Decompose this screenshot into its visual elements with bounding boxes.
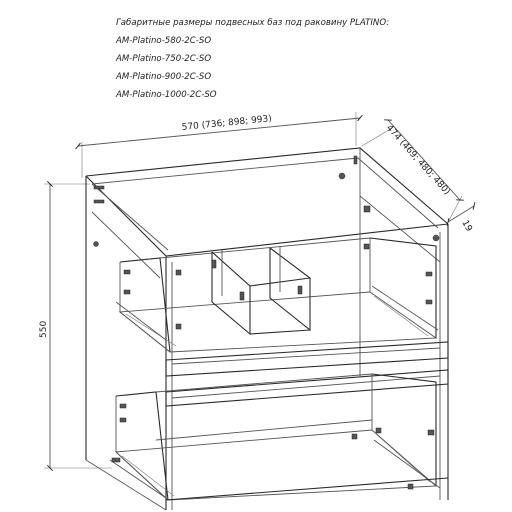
runner-clip-icon xyxy=(112,458,120,462)
spec-title: Габаритные размеры подвесных баз под раковину PLATINO: xyxy=(116,18,390,28)
runner-clip-icon xyxy=(426,300,432,304)
mount-hole-icon xyxy=(94,242,99,247)
runner-clip-icon xyxy=(120,418,126,422)
width-dimension xyxy=(78,112,360,178)
runner-clip-icon xyxy=(124,290,130,294)
hinge-icon xyxy=(364,206,370,212)
height-dimension xyxy=(39,184,112,468)
dowel-icon xyxy=(94,186,104,189)
mount-hole-icon xyxy=(433,235,439,241)
runner-clip-icon xyxy=(428,430,434,435)
height-label: 550 xyxy=(39,320,49,338)
depth-label: 474 (469; 480; 480) xyxy=(383,123,452,198)
runner-clip-icon xyxy=(212,260,216,268)
runner-clip-icon xyxy=(298,286,302,294)
cabinet-body xyxy=(86,148,448,510)
runner-clip-icon xyxy=(120,404,126,408)
runner-clip-icon xyxy=(408,484,413,489)
runner-clip-icon xyxy=(176,324,181,329)
thickness-label: 19 xyxy=(459,218,474,234)
model-item: AM-Platino-1000-2C-SO xyxy=(116,90,217,100)
depth-dimension xyxy=(362,120,462,222)
runner-clip-icon xyxy=(352,434,357,439)
model-item: AM-Platino-900-2C-SO xyxy=(116,72,212,82)
model-item: AM-Platino-750-2C-SO xyxy=(116,54,212,64)
dowel-icon xyxy=(94,200,104,203)
width-label: 570 (736; 898; 993) xyxy=(181,114,273,133)
runner-clip-icon xyxy=(240,292,244,300)
runner-clip-icon xyxy=(364,244,369,249)
runner-clip-icon xyxy=(124,270,130,274)
dowel-icon xyxy=(354,156,357,164)
runner-clip-icon xyxy=(176,270,181,275)
runner-clip-icon xyxy=(426,272,432,276)
lower-drawer xyxy=(110,370,448,500)
model-item: AM-Platino-580-2C-SO xyxy=(116,36,212,46)
thickness-dimension xyxy=(448,206,474,234)
mount-hole-icon xyxy=(339,173,345,179)
runner-clip-icon xyxy=(376,428,381,433)
